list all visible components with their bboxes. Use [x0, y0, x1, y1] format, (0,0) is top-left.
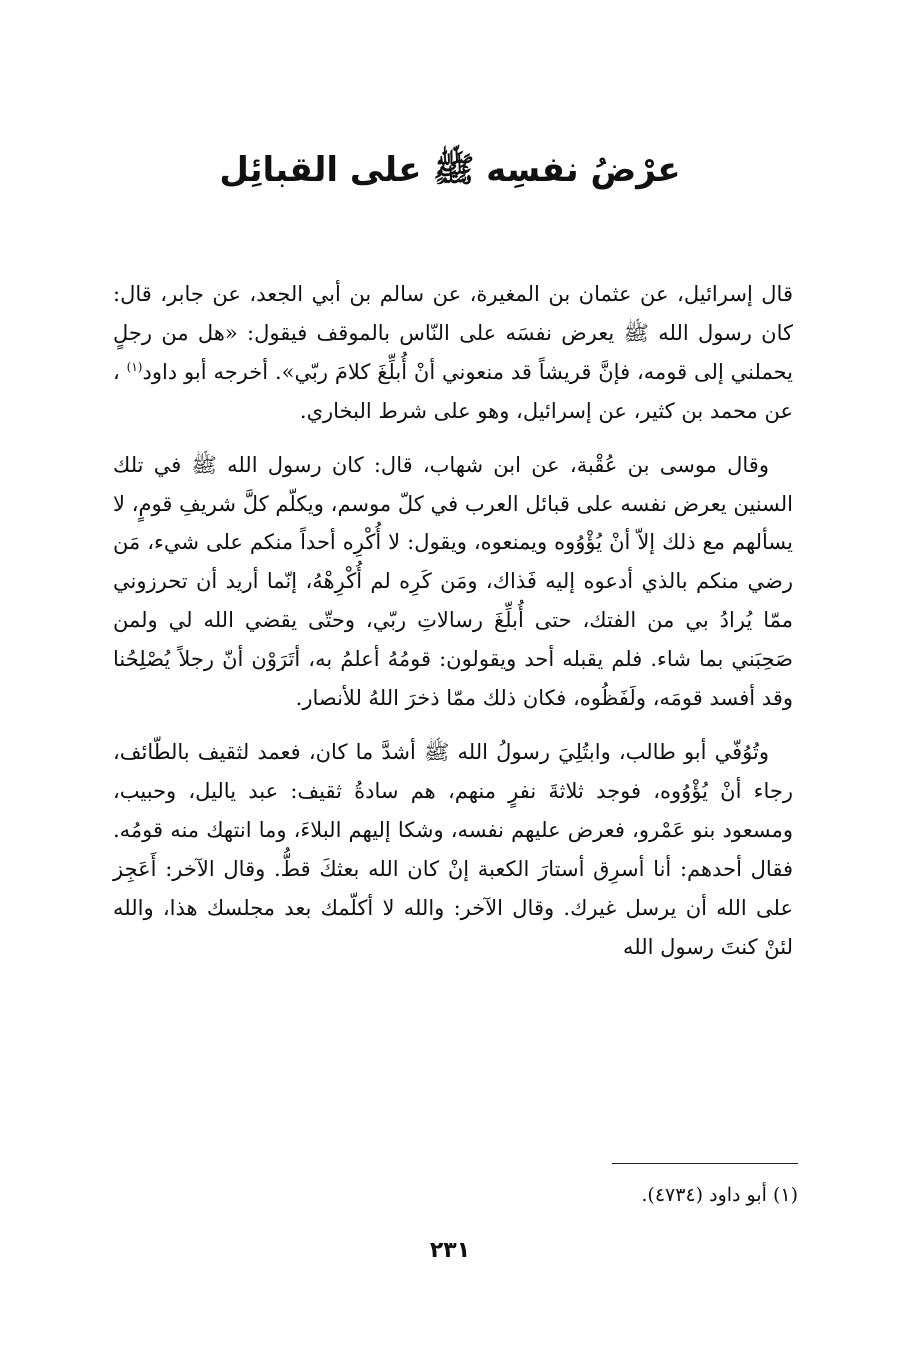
paragraph-2: وقال موسى بن عُقْبة، عن ابن شهاب، قال: كان رسول الله ﷺ في تلك السنين يعرض نفسه على قبائل العرب في كلّ موسم، ويكلّم كلَّ شريفِ قومٍ، لا يسألهم مع ذلك إلاّ أنْ يُؤْوُوه ويمنعوه، ويقول: لا أُكْرِه أحداً منكم على شيء، مَن رضي منكم بالذي أدعوه إليه فَذاك، ومَن كَرِه لم أُكْرِهْهُ، إنّما أريد أن تحرزوني ممّا يُرادُ بي من الفتك، حتى أُبلِّغَ رسالاتِ ربّي، وحتّى يقضي الله لي ولمن صَحِبَني بما شاء. فلم يقبله أحد ويقولون: قومُهُ أعلمُ به، أتَرَوْن أنّ رجلاً يُصْلِحُنا وقد أفسد قومَه، ولَفَظُوه، فكان ذلك ممّا ذخرَ اللهُ للأنصار. [113, 452, 793, 711]
footnote: (١) أبو داود (٤٧٣٤). [641, 1184, 798, 1206]
body-text [113, 275, 793, 981]
paragraph-1-text: قال إسرائيل، عن عثمان بن المغيرة، عن سالم بن أبي الجعد، عن جابر، قال: كان رسول الله ﷺ يعرض نفسَه على النّاس بالموقف فيقول: «هل من رجلٍ يحملني إلى قومه، فإنَّ قريشاً قد منعوني أنْ أُبلِّغَ كلامَ ربّي». أخرجه أبو داود [113, 282, 793, 384]
footnote-reference: (١) [126, 359, 143, 374]
paragraph-3: وتُوُفّي أبو طالب، وابتُلِيَ رسولُ الله ﷺ أشدَّ ما كان، فعمد لثقيف بالطّائف، رجاء أنْ يُؤْوُوه، فوجد ثلاثةَ نفرٍ منهم، هم سادةُ ثقيف: عبد ياليل، وحبيب، ومسعود بنو عَمْرو، فعرض عليهم نفسه، وشكا إليهم البلاءَ، وما انتهك منه قومُه. فقال أحدهم: أنا أسرِق أستارَ الكعبة إنْ كان الله بعثكَ قطُّ. وقال الآخر: أَعَجِز على الله أن يرسل غيرك. وقال الآخر: والله لا أكلّمك بعد مجلسك هذا، والله لئنْ كنتَ رسول الله [113, 739, 793, 959]
page-number: ٢٣١ [429, 1238, 471, 1263]
paragraph-1-tail: ، عن محمد بن كثير، عن إسرائيل، وهو على شرط البخاري. [113, 359, 793, 423]
chapter-title: عرْضُ نفسِه ﷺ على القبائِل [219, 150, 681, 190]
paragraph-1 [113, 275, 793, 431]
footnote-divider [612, 1163, 798, 1164]
